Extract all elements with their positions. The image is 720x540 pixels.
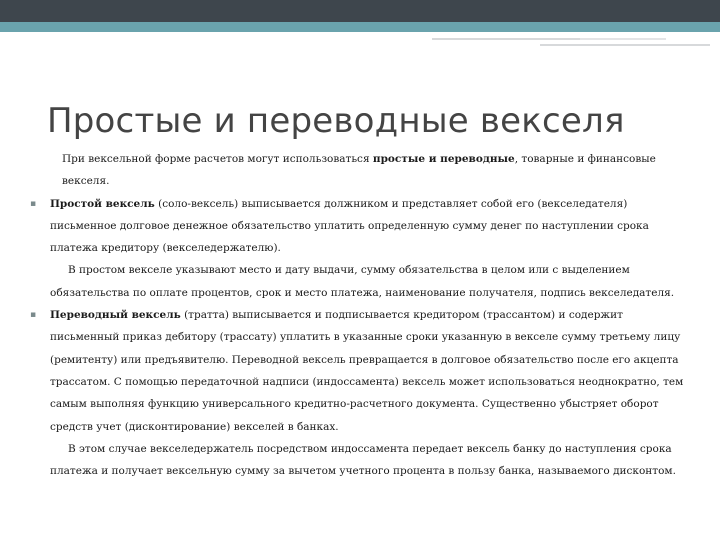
slide-content — [32, 148, 692, 482]
decorative-line — [514, 38, 666, 40]
bullet-term: Простой вексель — [50, 197, 155, 210]
bullet-icon: ▪ — [30, 198, 37, 209]
discount-paragraph — [32, 438, 692, 483]
decorative-line — [540, 44, 710, 46]
bullet-transfer-bill — [32, 304, 692, 438]
intro-text: При вексельной форме расчетов могут использоваться — [62, 153, 373, 165]
header-bar-teal — [0, 22, 720, 32]
paragraph-text: В простом векселе указывают место и дату выдачи, сумму обязательства в целом или с выделением обязательства по оплате процентов, срок и место платежа, наименование получателя, подпись векселедателя. — [50, 264, 675, 299]
intro-text-end: , товарные и финансовые векселя. — [62, 153, 656, 188]
header-bar-dark — [0, 0, 720, 22]
bullet-text: (соло-вексель) выписывается должником и представляет собой его (векселедателя) письменное долговое денежное обязательство уплатить определенную сумму денег по наступлении срока платежа кредитору (векселедержателю). — [50, 197, 649, 255]
bullet-term: Переводный вексель — [50, 309, 181, 322]
intro-paragraph — [32, 148, 692, 193]
bullet-simple-bill — [32, 193, 692, 260]
bullet-text: (тратта) выписывается и подписывается кредитором (трассантом) и содержит письменный приказ дебитору (трассату) уплатить в указанные сроки указанную в векселе сумму третьему лицу (ремитенту) или предъявителю. Переводной вексель превращается в долговое обязательство после его акцепта трассатом. С помощью передаточной надписи (индоссамента) вексель может использоваться неоднократно, тем самым выполняя функцию универсального кредитно-расчетного документа. Существенно убыстряет оборот средств учет (дисконтирование) векселей в банках. — [50, 309, 684, 433]
slide-title: Простые и переводные векселя — [47, 100, 625, 141]
bullet-icon: ▪ — [30, 310, 37, 321]
paragraph-text: В этом случае векселедержатель посредством индоссамента передает вексель банку до наступления срока платежа и получает вексельную сумму за вычетом учетного процента в пользу банка, называемого дисконтом. — [50, 442, 676, 478]
simple-bill-details-paragraph — [32, 259, 692, 304]
intro-bold-text: простые и переводные — [372, 153, 515, 165]
